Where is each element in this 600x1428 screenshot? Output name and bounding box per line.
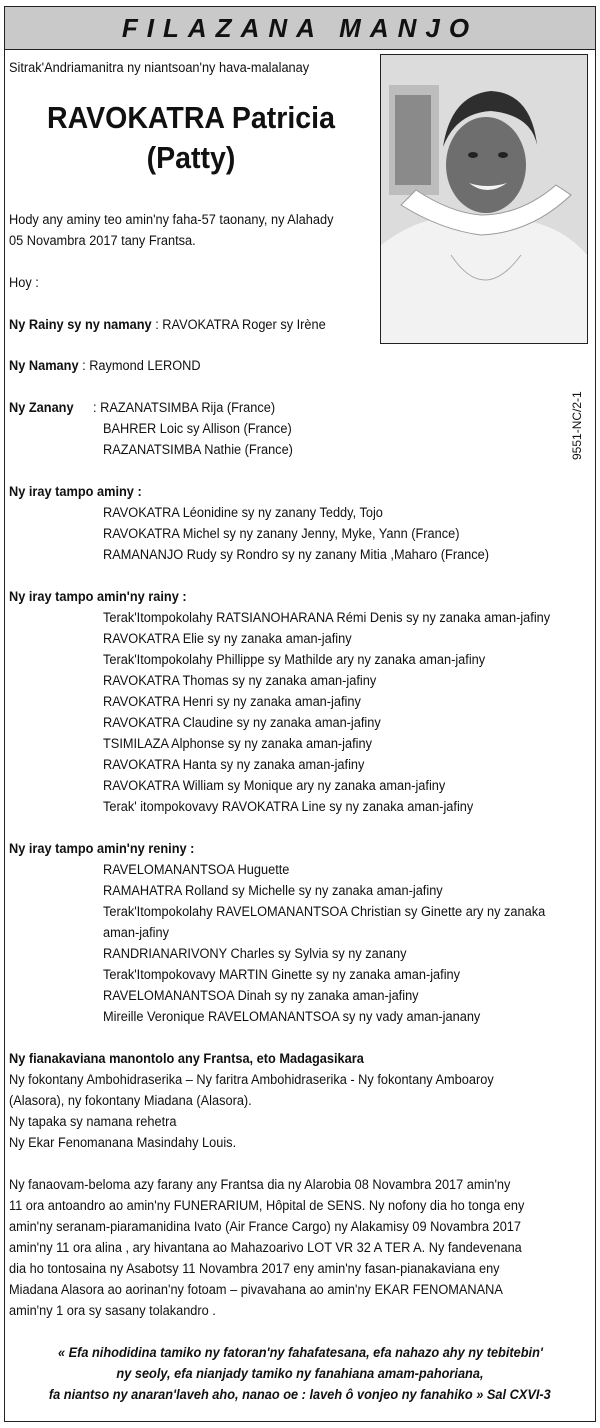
death-notice-line-2: 05 Novambra 2017 tany Frantsa. xyxy=(9,233,196,249)
mother-sibling-item: RAVELOMANANTSOA Dinah sy ny zanaka aman-jafiny xyxy=(103,988,419,1004)
funeral-line: amin'ny seranam-piaramanidina Ivato (Air France Cargo) ny Alakamisy 09 Novambra 2017 xyxy=(9,1219,522,1235)
parents-row xyxy=(9,315,326,336)
hoy-label: Hoy : xyxy=(9,275,39,291)
child-item: RAZANATSIMBA Nathie (France) xyxy=(103,442,293,458)
siblings-label: Ny iray tampo aminy : xyxy=(9,484,142,500)
spouse-value: : Raymond LEROND xyxy=(78,358,201,374)
child-item: : RAZANATSIMBA Rija (France) xyxy=(93,400,276,416)
mother-sibling-item: RANDRIANARIVONY Charles sy Sylvia sy ny zanany xyxy=(103,946,407,962)
child-item: BAHRER Loic sy Allison (France) xyxy=(103,421,292,437)
death-notice-line-1: Hody any aminy teo amin'ny faha-57 taonany, ny Alahady xyxy=(9,212,334,228)
deceased-nickname: (Patty) xyxy=(146,140,236,175)
psalm-quote-line-2: ny seoly, efa nianjady tamiko ny fanahiana amam-pahoriana, xyxy=(116,1366,484,1382)
funeral-line: amin'ny 11 ora alina , ary hivantana ao Mahazoarivo LOT VR 32 A TER A. Ny fandevenana xyxy=(9,1240,522,1256)
portrait-photo-icon xyxy=(380,54,588,344)
parents-label: Ny Rainy sy ny namany xyxy=(9,317,152,333)
father-sibling-item: TSIMILAZA Alphonse sy ny zanaka aman-jafiny xyxy=(103,736,372,752)
funeral-line: 11 ora antoandro ao amin'ny FUNERARIUM, Hôpital de SENS. Ny nofony dia ho tonga eny xyxy=(9,1198,525,1214)
mother-sibling-item: Terak'Itompokolahy RAVELOMANANTSOA Christian sy Ginette ary ny zanaka xyxy=(103,904,546,920)
mother-sibling-item: aman-jafiny xyxy=(103,925,170,941)
sibling-item: RAVOKATRA Michel sy ny zanany Jenny, Myke, Yann (France) xyxy=(103,526,460,542)
parents-value: : RAVOKATRA Roger sy Irène xyxy=(151,317,326,333)
psalm-quote-line-1: « Efa nihodidina tamiko ny fatoran'ny fahafatesana, efa nahazo ahy ny tebitebin' xyxy=(57,1345,543,1361)
family-line: Ny tapaka sy namana rehetra xyxy=(9,1114,177,1130)
spouse-label: Ny Namany xyxy=(9,358,79,374)
funeral-line: Miadana Alasora ao aorinan'ny fotoam – pivavahana ao amin'ny EKAR FENOMANANA xyxy=(9,1282,503,1298)
header-banner xyxy=(5,7,595,50)
psalm-quote-line-3: fa niantso ny anaran'laveh aho, nanao oe : laveh ô vonjeo ny fanahiko » Sal CXVI-3 xyxy=(49,1387,551,1403)
father-sibling-item: RAVOKATRA William sy Monique ary ny zanaka aman-jafiny xyxy=(103,778,446,794)
sibling-item: RAMANANJO Rudy sy Rondro sy ny zanany Mitia ,Maharo (France) xyxy=(103,547,490,563)
father-sibling-item: Terak' itompokovavy RAVOKATRA Line sy ny zanaka aman-jafiny xyxy=(103,799,474,815)
funeral-line: amin'ny 1 ora sy sasany tolakandro . xyxy=(9,1303,216,1319)
father-sibling-item: RAVOKATRA Hanta sy ny zanaka aman-jafiny xyxy=(103,757,365,773)
header-title: FILAZANA MANJO xyxy=(121,13,479,43)
family-line: Ny fokontany Ambohidraserika – Ny faritra Ambohidraserika - Ny fokontany Amboaroy xyxy=(9,1072,494,1088)
father-sibling-item: RAVOKATRA Elie sy ny zanaka aman-jafiny xyxy=(103,631,352,647)
spouse-row xyxy=(9,356,201,377)
funeral-line: dia ho tontosaina ny Asabotsy 11 Novambra 2017 eny amin'ny fasan-pianakaviana eny xyxy=(9,1261,500,1277)
reference-code: 9551-NC/2-1 xyxy=(570,391,584,460)
sibling-item: RAVOKATRA Léonidine sy ny zanany Teddy, Tojo xyxy=(103,505,383,521)
intro-text: Sitrak'Andriamanitra ny niantsoan'ny hava-malalanay xyxy=(9,60,310,76)
funeral-line: Ny fanaovam-beloma azy farany any Frantsa dia ny Alarobia 08 Novambra 2017 amin'ny xyxy=(9,1177,511,1193)
family-line: Ny Ekar Fenomanana Masindahy Louis. xyxy=(9,1135,237,1151)
mother-siblings-label: Ny iray tampo amin'ny reniny : xyxy=(9,841,195,857)
father-sibling-item: Terak'Itompokolahy RATSIANOHARANA Rémi Denis sy ny zanaka aman-jafiny xyxy=(103,610,551,626)
mother-sibling-item: RAVELOMANANTSOA Huguette xyxy=(103,862,290,878)
mother-sibling-item: Terak'Itompokovavy MARTIN Ginette sy ny zanaka aman-jafiny xyxy=(103,967,461,983)
children-label: Ny Zanany xyxy=(9,400,74,416)
father-sibling-item: Terak'Itompokolahy Phillippe sy Mathilde ary ny zanaka aman-jafiny xyxy=(103,652,486,668)
father-sibling-item: RAVOKATRA Claudine sy ny zanaka aman-jafiny xyxy=(103,715,381,731)
family-line: (Alasora), ny fokontany Miadana (Alasora). xyxy=(9,1093,252,1109)
family-label: Ny fianakaviana manontolo any Frantsa, eto Madagasikara xyxy=(9,1051,364,1067)
mother-sibling-item: RAMAHATRA Rolland sy Michelle sy ny zanaka aman-jafiny xyxy=(103,883,443,899)
deceased-name: RAVOKATRA Patricia xyxy=(47,100,335,135)
mother-sibling-item: Mireille Veronique RAVELOMANANTSOA sy ny vady aman-janany xyxy=(103,1009,481,1025)
father-sibling-item: RAVOKATRA Henri sy ny zanaka aman-jafiny xyxy=(103,694,361,710)
father-siblings-label: Ny iray tampo amin'ny rainy : xyxy=(9,589,187,605)
father-sibling-item: RAVOKATRA Thomas sy ny zanaka aman-jafiny xyxy=(103,673,377,689)
